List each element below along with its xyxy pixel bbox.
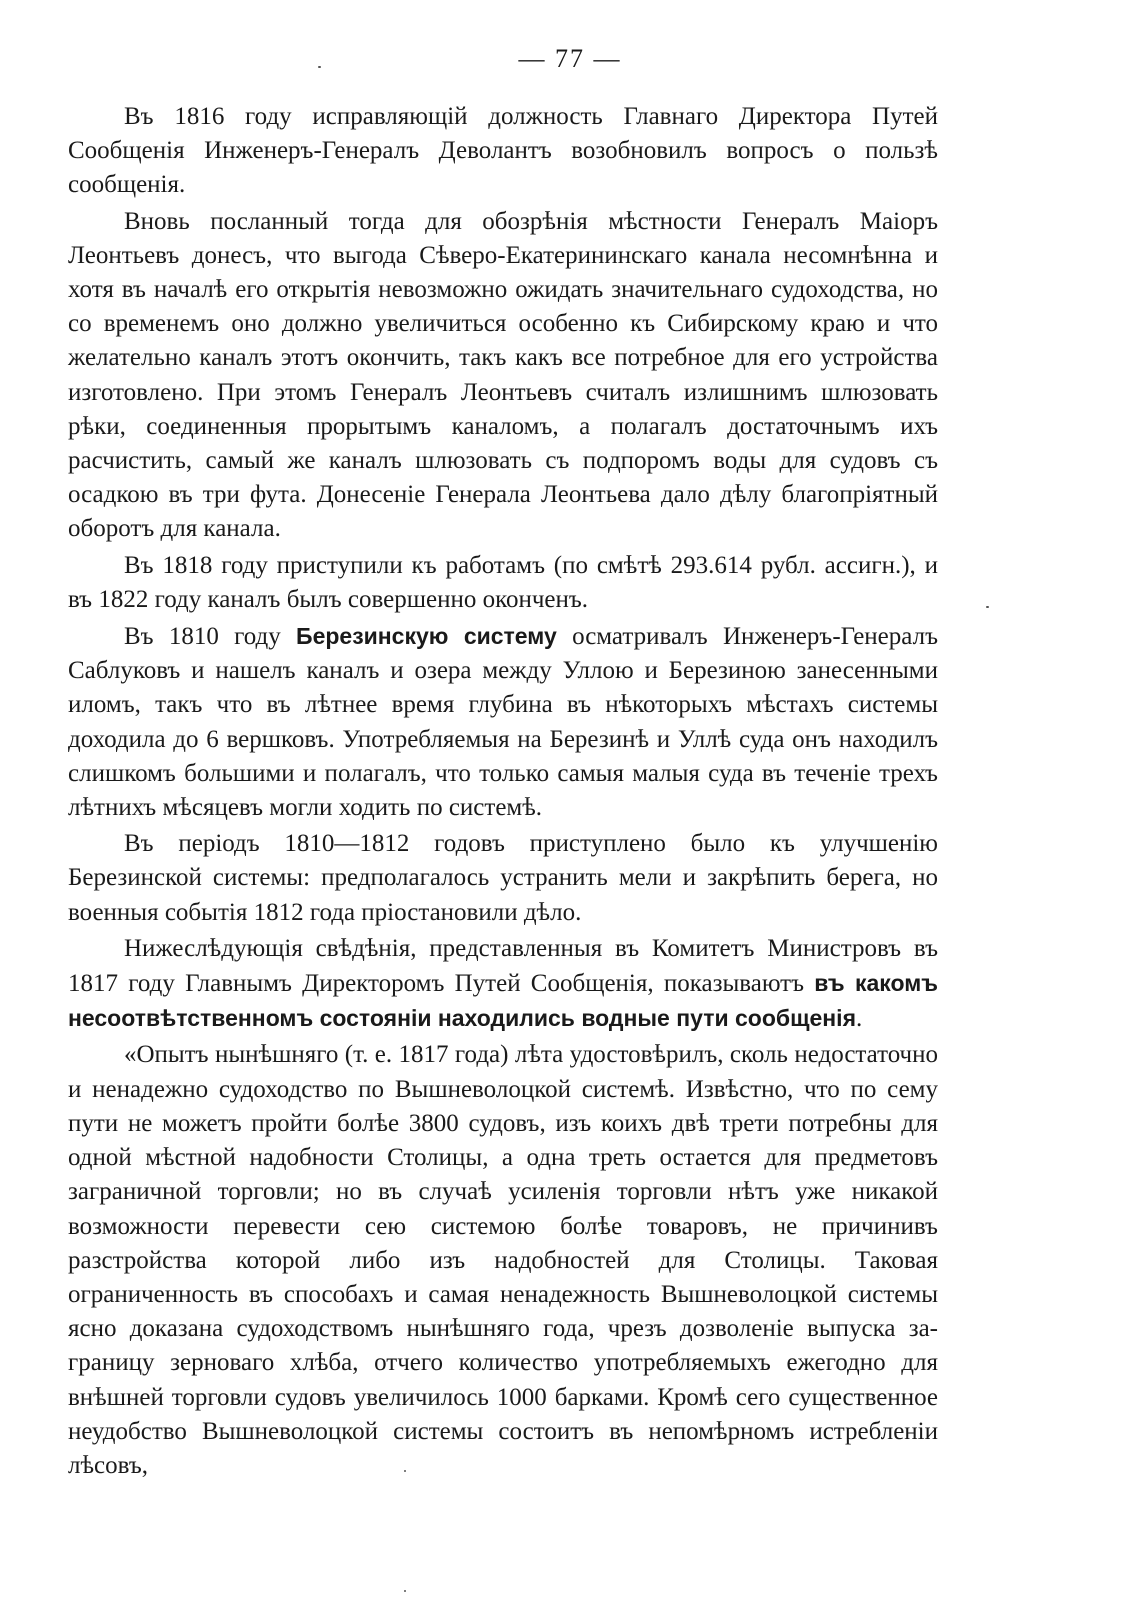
paragraph-text: Въ 1810 году [124,623,297,651]
paragraph-committee-report [68,932,938,1037]
bold-phrase-waterways-state: въ какомъ несоотвѣтственномъ состояніи находились водные пути сообщенія [68,970,939,1032]
paragraph-period-1810-1812: Въ періодъ 1810—1812 годовъ приступлено было къ улучшенію Березинской системы: предполагалось устранить мели и закрѣпить берега, но военныя событія 1812 года пріостановили дѣло. [68,830,938,926]
paragraph-text: . [856,1005,863,1033]
paragraph-text: осматривалъ Инженеръ-Генералъ Саблуковъ и нашелъ каналъ и озера между Уллою и Березиною занесенными иломъ, такъ что въ лѣтнее время глубина въ нѣкоторыхъ мѣстахъ системы доходила до 6 вершковъ. Употребляемыя на Березинѣ и Уллѣ суда онъ находилъ слишкомъ большими и полагалъ, что только самыя малыя суда въ теченіе трехъ лѣтнихъ мѣсяцевъ могли ходить по системѣ. [68,623,938,822]
bold-phrase-berezina-system: Березинскую систему [296,623,557,650]
body-text [68,100,938,1483]
paragraph-berezina-1810 [68,619,938,825]
paragraph-devolant: Въ 1816 году исправляющій должность Главнаго Директора Путей Сообщенія Инженеръ-Генералъ Деволантъ возобновилъ вопросъ о пользѣ сообщенія. [68,103,938,199]
scan-speck [986,606,989,608]
paragraph-quotation-1817: «Опытъ нынѣшняго (т. е. 1817 года) лѣта удостовѣрилъ, сколь недостаточно и ненадежно судоходство по Вышневолоцкой системѣ. Извѣстно, что по сему пути не можетъ пройти болѣе 3800 судовъ, изъ коихъ двѣ трети потребны для одной мѣстной надобности Столицы, а одна треть остается для предметовъ заграничной торговли; но въ случаѣ усиленія торговли нѣтъ уже никакой возможности перевести сею системою болѣе товаровъ, не причинивъ разстройства которой либо изъ надобностей для Столицы. Таковая ограниченность въ способахъ и самая ненадежность Вышневолоцкой системы ясно доказана судоходствомъ нынѣшняго года, чрезъ дозволеніе выпуска за-границу зерноваго хлѣба, отчего количество употребляемыхъ ежегодно для внѣшней торговли судовъ увеличилось 1000 барками. Кромѣ сего существенное неудобство Вышневолоцкой системы состоитъ въ непомѣрномъ истребленіи лѣсовъ, [68,1041,938,1479]
scan-speck [318,66,321,68]
paragraph-works-1818: Въ 1818 году приступили къ работамъ (по смѣтѣ 293.614 рубл. ассигн.), и въ 1822 году каналъ былъ совершенно оконченъ. [68,551,938,613]
scan-speck [404,1590,406,1592]
page-number: — 77 — [518,44,622,73]
paragraph-text: Нижеслѣдующія свѣдѣнія, представленныя въ Комитетъ Министровъ въ 1817 году Главнымъ Директоромъ Путей Сообщенія, показываютъ [68,934,938,998]
paragraph-leontiev: Вновь посланный тогда для обозрѣнія мѣстности Генералъ Маіоръ Леонтьевъ донесъ, что выгода Сѣверо-Екатерининскаго канала несомнѣнна и хотя въ началѣ его открытія невозможно ожидать значительнаго судоходства, но со временемъ оно должно увеличиться особенно къ Сибирскому краю и что желательно каналъ этотъ окончить, такъ какъ все потребное для его устройства изготовлено. При этомъ Генералъ Леонтьевъ считалъ излишнимъ шлюзовать рѣки, соединенныя прорытымъ каналомъ, а полагалъ достаточнымъ ихъ расчистить, самый же каналъ шлюзовать съ подпоромъ воды для судовъ съ осадкою въ три фута. Донесеніе Генерала Леонтьева дало дѣлу благопріятный оборотъ для канала. [68,207,938,543]
